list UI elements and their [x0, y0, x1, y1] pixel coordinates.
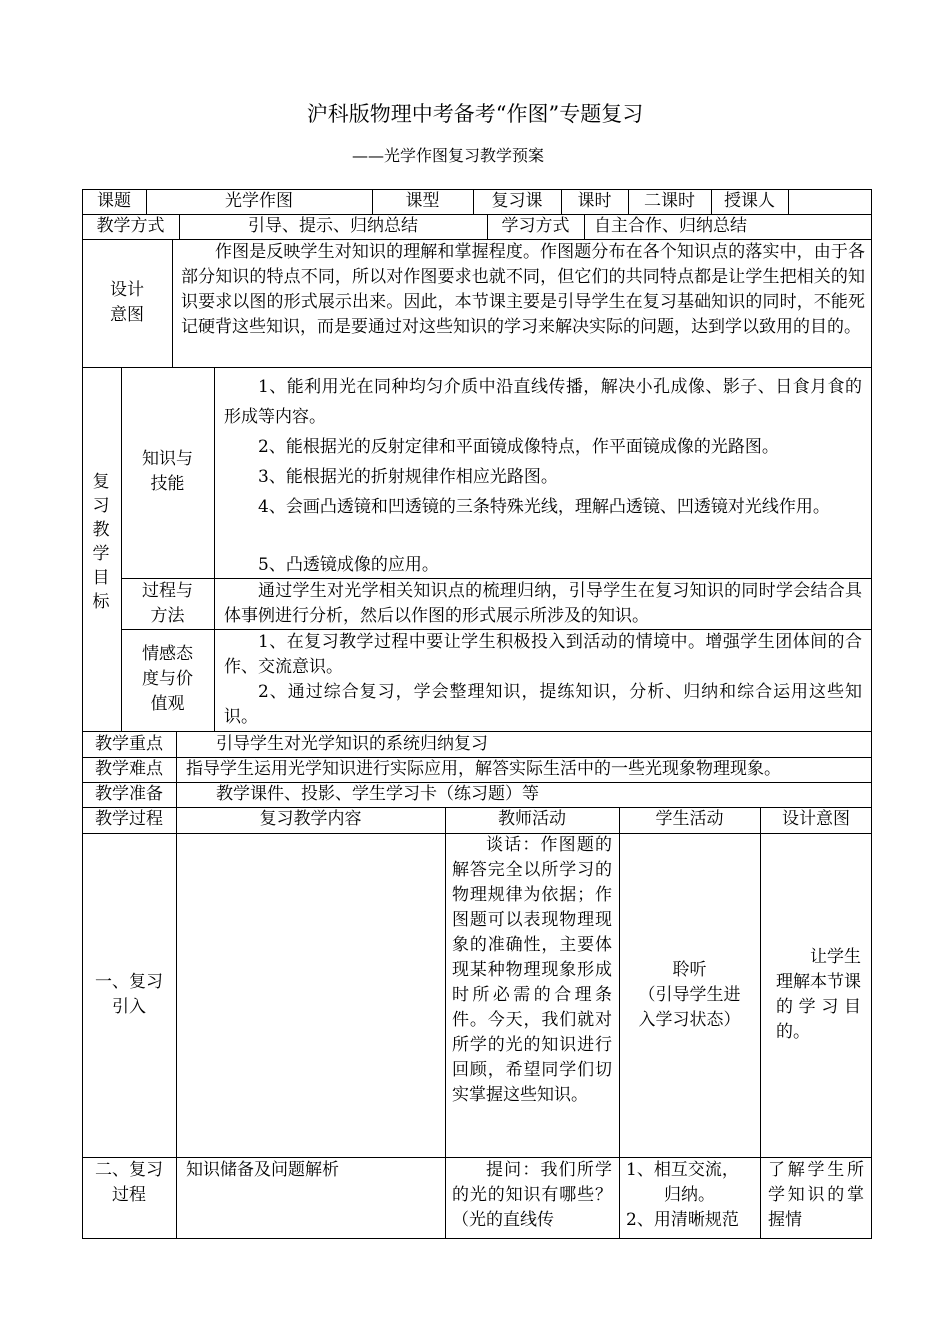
study-value: 自主合作、归纳总结	[594, 216, 747, 236]
knowledge-label-line1: 知识与	[142, 449, 193, 469]
knowledge-item: 3、能根据光的折射规律作相应光路图。	[258, 467, 558, 487]
step1-stage-line2: 引入	[112, 997, 146, 1017]
step1-stage-line1: 一、复习	[95, 972, 163, 992]
knowledge-item: 4、会画凸透镜和凹透镜的三条特殊光线，理解凸透镜、凹透镜对光线作用。	[258, 497, 830, 517]
document-title: 沪科版物理中考备考“作图”专题复习	[306, 102, 644, 126]
lesson-value: 光学作图	[225, 191, 293, 211]
preparation-value: 教学课件、投影、学生学习卡（练习题）等	[216, 784, 539, 804]
type-label: 课型	[405, 191, 440, 211]
step2-student-line3: 2、用清晰规范	[626, 1210, 739, 1230]
emotion-label-line1: 情感态	[142, 644, 193, 664]
step2-student-line2: 归纳。	[664, 1185, 715, 1205]
knowledge-item: 1、能利用光在同种均匀介质中沿直线传播，解决小孔成像、影子、日食月食的形成等内容。	[224, 377, 862, 427]
knowledge-item: 2、能根据光的反射定律和平面镜成像特点，作平面镜成像的光路图。	[258, 437, 779, 457]
method-value: 引导、提示、归纳总结	[248, 216, 418, 236]
step2-teacher-text: 提问：我们所学的光的知识有哪些？（光的直线传	[452, 1160, 612, 1230]
step2-student-line1: 1、相互交流，	[626, 1160, 739, 1180]
step2-intent-text: 了解学生所学知识的掌握情	[768, 1160, 864, 1230]
process-label-line2: 方法	[150, 606, 185, 626]
design-label-line2: 意图	[110, 305, 144, 325]
key-point-label: 教学重点	[95, 734, 163, 754]
design-intent-text: 作图是反映学生对知识的理解和掌握程度。作图题分布在各个知识点的落实中，由于各部分知识的特点不同，所以对作图要求也就不同，但它们的共同特点都是让学生把相关的知识要求以图的形式展示出来。因此，本节课主要是引导学生在复习基础知识的同时，不能死记硬背这些知识，而是要通过对这些知识的学习来解决实际的问题，达到学以致用的目的。	[181, 242, 865, 337]
document-subtitle: ——光学作图复习教学预案	[352, 146, 545, 165]
step2-stage-line1: 二、复习	[95, 1160, 163, 1180]
step1-student-line3: 入学习状态）	[638, 1010, 741, 1030]
emotion-label-line2: 度与价	[142, 669, 193, 689]
knowledge-label-line2: 技能	[150, 474, 185, 494]
preparation-label: 教学准备	[95, 784, 163, 804]
step1-teacher-text: 谈话：作图题的解答完全以所学习的物理规律为依据；作图题可以表现物理现象的准确性，主要体现某种物理现象形成时所必需的合理条件。今天，我们就对所学的光的知识进行回顾，希望同学们切实掌握这些知识。	[452, 835, 612, 1105]
header-stage: 教学过程	[95, 809, 163, 829]
teacher-label: 授课人	[724, 191, 775, 211]
step2-content: 知识储备及问题解析	[186, 1160, 339, 1180]
step1-student-line2: （引导学生进	[638, 985, 741, 1005]
study-label: 学习方式	[501, 216, 570, 236]
design-label-line1: 设计	[110, 280, 144, 300]
difficulty-label: 教学难点	[95, 759, 163, 779]
difficulty-value: 指导学生运用光学知识进行实际应用，解答实际生活中的一些光现象物理现象。	[186, 759, 781, 779]
key-point-value: 引导学生对光学知识的系统归纳复习	[216, 734, 488, 754]
step1-intent-text: 让学生理解本节课的学习目的。	[776, 947, 861, 1042]
method-label: 教学方式	[96, 216, 165, 236]
step1-student-line1: 聆听	[672, 960, 707, 980]
header-intent: 设计意图	[782, 809, 850, 829]
emotion-item: 1、在复习教学过程中要让学生积极投入到活动的情境中。增强学生团体间的合作、交流意识。	[224, 632, 862, 677]
emotion-item: 2、通过综合复习，学会整理知识，提练知识，分析、归纳和综合运用这些知识。	[224, 682, 862, 727]
goals-label: 复 习 教 学 目 标	[92, 472, 110, 612]
lesson-label: 课题	[97, 191, 131, 211]
hours-label: 课时	[577, 191, 612, 211]
header-teacher: 教师活动	[498, 809, 566, 829]
type-value: 复习课	[491, 191, 543, 211]
process-text: 通过学生对光学相关知识点的梳理归纳，引导学生在复习知识的同时学会结合具体事例进行分析，然后以作图的形式展示所涉及的知识。	[224, 581, 862, 626]
knowledge-item: 5、凸透镜成像的应用。	[258, 555, 439, 575]
header-student: 学生活动	[655, 809, 724, 829]
step2-stage-line2: 过程	[112, 1185, 146, 1205]
emotion-label-line3: 值观	[150, 694, 185, 714]
hours-value: 二课时	[644, 191, 695, 211]
header-content: 复习教学内容	[259, 809, 362, 829]
process-label-line1: 过程与	[142, 581, 193, 601]
